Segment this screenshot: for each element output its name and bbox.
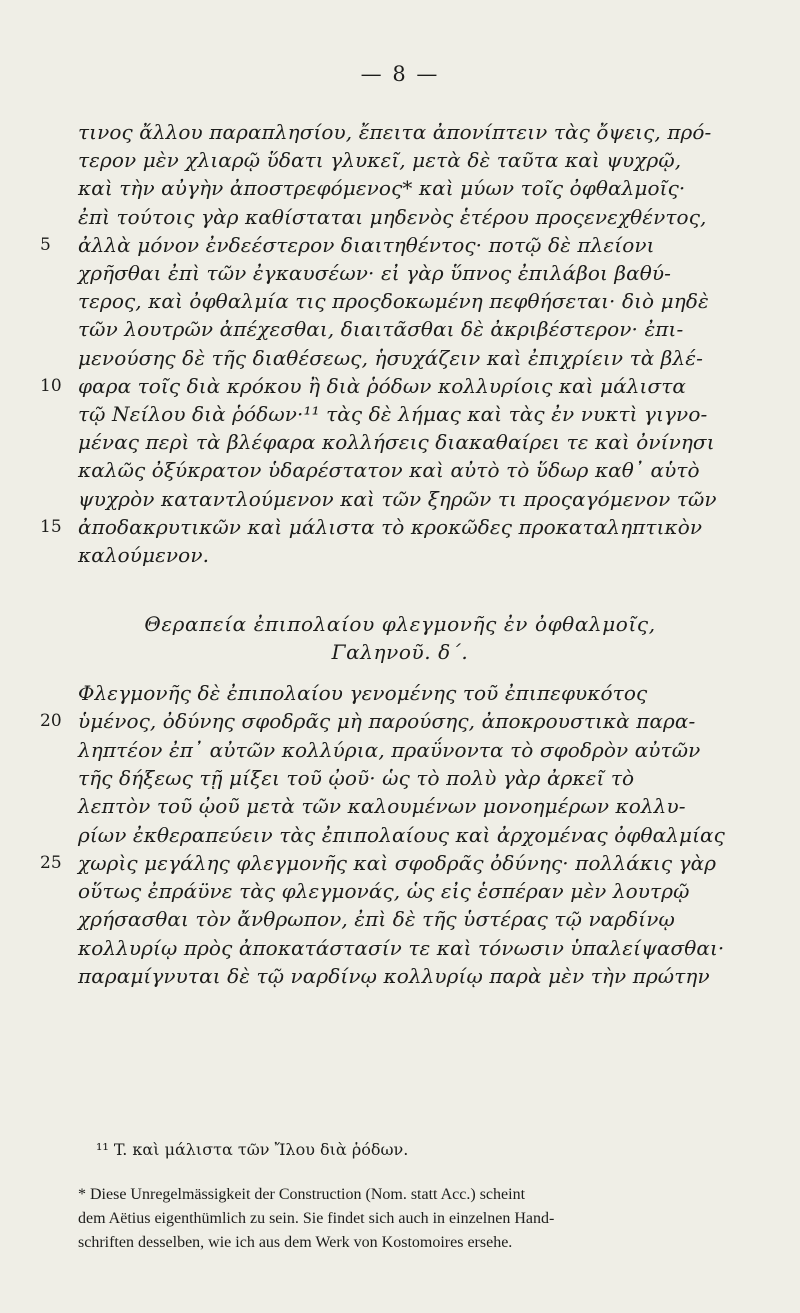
text-line: παραμίγνυται δὲ τῷ ναρδίνῳ κολλυρίῳ παρὰ μὲν τὴν πρώτην [78, 964, 710, 988]
text-line: ἀποδακρυτικῶν καὶ μάλιστα τὸ κροκῶδες προκαταληπτικὸν [78, 514, 703, 539]
text-line: χρήσασθαι τὸν ἄνθρωπον, ἐπὶ δὲ τῆς ὑστέρας τῷ ναρδίνῳ [78, 907, 675, 932]
text-line: ἐπὶ τούτοις γὰρ καθίσταται μηδενὸς ἑτέρου προςενεχθέντος, [78, 204, 707, 229]
footnote-german-line: dem Aëtius eigenthümlich zu sein. Sie findet sich auch in einzelnen Hand- [78, 1210, 555, 1227]
text-line: τερος, καὶ ὀφθαλμία τις προςδοκωμένη πεφθήσεται· διὸ μηδὲ [78, 289, 709, 314]
footnote-german [78, 1183, 738, 1255]
text-line: καὶ τὴν αὐγὴν ἀποστρεφόμενος* καὶ μύων τοῖς ὀφθαλμοῖς· [78, 176, 686, 201]
text-line: τῆς δήξεως τῇ μίξει τοῦ ᾠοῦ· ὡς τὸ πολὺ γὰρ ἀρκεῖ τὸ [78, 765, 635, 790]
text-line: τῷ Νείλου διὰ ῥόδων·¹¹ τὰς δὲ λήμας καὶ τὰς ἐν νυκτὶ γιγνο- [78, 402, 708, 426]
line-number: 10 [40, 375, 62, 396]
footnote-greek: ¹¹ T. καὶ μάλιστα τῶν Ἴλου διὰ ῥόδων. [96, 1140, 409, 1159]
text-line: Φλεγμονῆς δὲ ἐπιπολαίου γενομένης τοῦ ἐπιπεφυκότος [78, 681, 648, 705]
text-line: καλῶς ὀξύκρατον ὑδαρέστατον καὶ αὐτὸ τὸ ὕδωρ καθ᾽ αὑτὸ [78, 458, 700, 483]
text-line: μενούσης δὲ τῆς διαθέσεως, ἡσυχάζειν καὶ ἐπιχρίειν τὰ βλέ- [78, 345, 703, 370]
page-number: — 8 — [360, 62, 440, 86]
text-line: χρῆσθαι ἐπὶ τῶν ἐγκαυσέων· εἰ γὰρ ὕπνος ἐπιλάβοι βαθύ- [78, 261, 671, 285]
text-line: μένας περὶ τὰ βλέφαρα κολλήσεις διακαθαίρει τε καὶ ὀνίνησι [78, 430, 715, 455]
heading-line: Γαληνοῦ. δ΄. [331, 640, 469, 664]
text-line: καλούμενον. [78, 543, 210, 567]
text-line: ρίων ἐκθεραπεύειν τὰς ἐπιπολαίους καὶ ἀρχομένας ὀφθαλμίας [78, 822, 725, 847]
text-line: τῶν λουτρῶν ἀπέχεσθαι, διαιτᾶσθαι δὲ ἀκριβέστερον· ἐπι- [78, 317, 684, 342]
text-line: οὕτως ἐπράϋνε τὰς φλεγμονάς, ὡς εἰς ἑσπέραν μὲν λουτρῷ [78, 879, 690, 904]
text-line: κολλυρίῳ πρὸς ἀποκατάστασίν τε καὶ τόνωσιν ὑπαλείψασθαι· [78, 935, 725, 960]
text-line: τινος ἄλλου παραπλησίου, ἔπειτα ἀπονίπτειν τὰς ὄψεις, πρό- [78, 120, 712, 144]
line-number: 20 [40, 711, 62, 732]
text-line: χωρὶς μεγάλης φλεγμονῆς καὶ σφοδρᾶς ὀδύνης· πολλάκις γὰρ [78, 850, 717, 875]
text-line: ληπτέον ἐπ᾽ αὐτῶν κολλύρια, πραΰνοντα τὸ σφοδρὸν αὐτῶν [78, 737, 701, 762]
line-number: 15 [40, 516, 62, 537]
footnote-german-line: * Diese Unregelmässigkeit der Construction (Nom. statt Acc.) scheint [78, 1186, 526, 1203]
line-number: 5 [40, 234, 51, 255]
text-line: ἀλλὰ μόνον ἐνδεέστερον διαιτηθέντος· ποτῷ δὲ πλείονι [78, 232, 655, 257]
text-line: φαρα τοῖς διὰ κρόκου ἢ διὰ ῥόδων κολλυρίοις καὶ μάλιστα [78, 373, 686, 398]
text-line: ψυχρὸν καταντλούμενον καὶ τῶν ξηρῶν τι προςαγόμενον τῶν [78, 486, 717, 511]
footnote-german-line: schriften desselben, wie ich aus dem Werk von Kostomoires ersehe. [78, 1234, 513, 1251]
heading-line: Θεραπεία ἐπιπολαίου φλεγμονῆς ἐν ὀφθαλμοῖς, [144, 612, 656, 636]
text-line: τερον μὲν χλιαρῷ ὕδατι γλυκεῖ, μετὰ δὲ ταῦτα καὶ ψυχρῷ, [78, 148, 682, 173]
text-line: λεπτὸν τοῦ ᾠοῦ μετὰ τῶν καλουμένων μονοημέρων κολλυ- [78, 794, 686, 819]
text-line: ὑμένος, ὀδύνης σφοδρᾶς μὴ παρούσης, ἀποκρουστικὰ παρα- [78, 709, 696, 734]
line-number: 25 [40, 852, 62, 873]
